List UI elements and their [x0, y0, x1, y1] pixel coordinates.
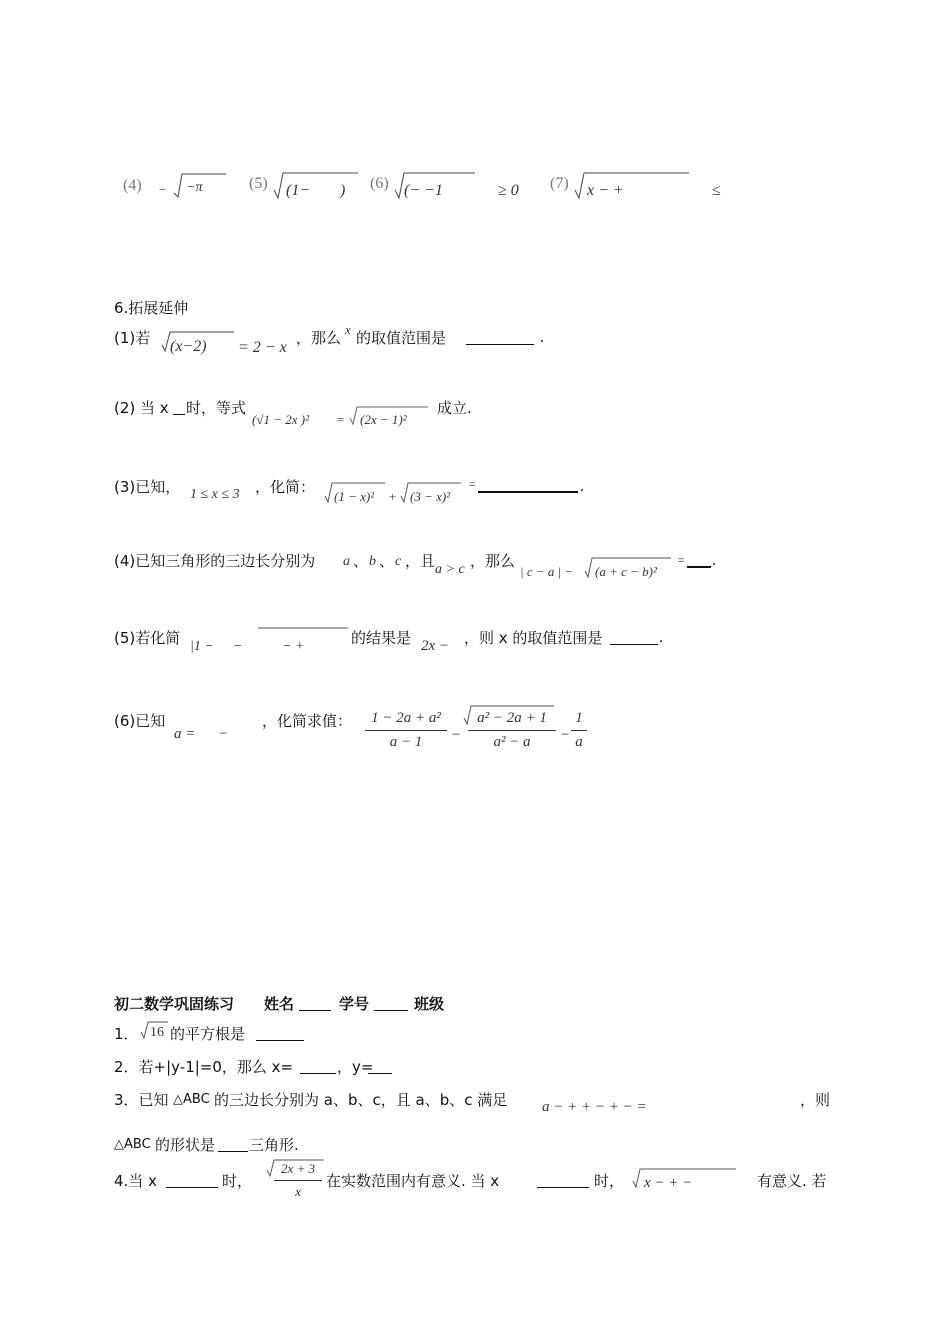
- s6-q4-end: .: [712, 552, 716, 569]
- p3-expr: a − + + − + − =: [542, 1099, 647, 1115]
- s6-q1-end: .: [540, 329, 544, 346]
- p3b-tri: △ABC: [114, 1137, 151, 1152]
- top-item-5-label: (5): [249, 175, 268, 192]
- s6-q3-text1: ，化简：: [255, 478, 316, 496]
- p4-f-den: x: [295, 1184, 301, 1199]
- s6-q6-f1-num: 1 − 2a + a²: [371, 710, 441, 726]
- p4-text1: 时，: [222, 1172, 253, 1190]
- p3-label: 3．已知: [114, 1091, 169, 1109]
- practice-id-blank[interactable]: [374, 996, 408, 1017]
- s6-q6-text1: ，化简求值：: [262, 712, 353, 730]
- p1-rad: 16: [150, 1025, 164, 1040]
- s6-q2-expr-left: (√1 − 2x )²: [252, 412, 309, 427]
- s6-q3-end: .: [580, 478, 584, 495]
- s6-q6-given2: −: [218, 726, 229, 742]
- s6-q3-cond: 1 ≤ x ≤ 3: [190, 487, 240, 502]
- s6-q3-plus: +: [388, 489, 397, 504]
- s6-q6-f2-num: a² − 2a + 1: [477, 710, 547, 726]
- s6-q3-blank[interactable]: [478, 477, 578, 499]
- p4-blank-2[interactable]: [537, 1173, 589, 1194]
- s6-q1-rhs: = 2 − x: [238, 339, 287, 356]
- s6-q5-rad: − +: [282, 639, 305, 654]
- p3b-blank[interactable]: [218, 1137, 248, 1158]
- p2-y-blank[interactable]: [368, 1059, 392, 1080]
- s6-q6-f1-den: a − 1: [389, 734, 423, 750]
- s6-q4-cond: a > c: [435, 562, 465, 577]
- s6-q6-label: (6)已知: [114, 712, 166, 730]
- s6-q6-fraction-3: [571, 710, 587, 751]
- s6-q4-blank[interactable]: [687, 552, 711, 574]
- s6-q1-text2: 的取值范围是: [356, 329, 447, 347]
- p1-blank[interactable]: [256, 1026, 304, 1047]
- s6-q3-label: (3)已知，: [114, 478, 181, 496]
- s6-q5-blank[interactable]: [610, 630, 658, 651]
- s6-q4-sep2: 、: [379, 552, 395, 570]
- s6-q2-expr-right: (2x − 1)²: [360, 412, 407, 427]
- p4-rad: x − + −: [644, 1175, 693, 1191]
- s6-q5-label: (5)若化简: [114, 629, 181, 647]
- top-item-5-close: ): [340, 182, 346, 199]
- p3-end: ，则: [800, 1091, 831, 1109]
- s6-q4-b: b: [369, 554, 376, 569]
- p3-tri: △ABC: [173, 1092, 210, 1107]
- s6-q2-text1: 时，等式: [186, 399, 247, 417]
- s6-q5-text2: ，则 x 的取值范围是: [464, 629, 603, 647]
- p4-blank-1[interactable]: [166, 1173, 218, 1194]
- s6-q1-blank[interactable]: [466, 330, 534, 351]
- s6-q4-eq: =: [677, 553, 686, 567]
- s6-q3-eq: =: [468, 477, 477, 491]
- p2-label: 2．若+|y-1|=0，那么 x=: [114, 1058, 294, 1076]
- s6-q5-radical: [258, 627, 350, 631]
- top-item-4-content: −π: [186, 180, 203, 195]
- top-item-4-minus: −: [158, 182, 167, 197]
- practice-name-label: 姓名: [264, 995, 295, 1013]
- top-item-6-content: (− −1: [404, 182, 443, 199]
- p4-text4: 有意义. 若: [757, 1172, 827, 1190]
- p4-fraction: [274, 1161, 322, 1200]
- s6-q6-f3-num: 1: [575, 710, 583, 726]
- s6-q2-blank[interactable]: [173, 400, 185, 421]
- p2-y-label: ，y=: [337, 1058, 374, 1076]
- s6-q3-r2: (3 − x)²: [410, 489, 451, 504]
- s6-q2-label: (2) 当 x: [114, 399, 169, 417]
- s6-q5-end: .: [659, 629, 663, 646]
- p1-text: 的平方根是: [170, 1025, 246, 1043]
- s6-q5-expr: |1 −: [190, 639, 214, 654]
- s6-q3-r1: (1 − x)²: [334, 489, 375, 504]
- s6-q6-given: a =: [174, 726, 196, 742]
- top-item-7-cond: ≤: [712, 182, 721, 199]
- s6-q6-f2-den: a² − a: [493, 734, 531, 750]
- s6-q1-text1: ，那么: [296, 329, 342, 347]
- s6-q2-eq: =: [336, 412, 345, 427]
- s6-q4-sep1: 、: [353, 552, 369, 570]
- s6-q5-result: 2x −: [421, 638, 450, 654]
- s6-q1-label: (1)若: [114, 329, 151, 347]
- practice-id-label: 学号: [339, 995, 370, 1013]
- practice-name-blank[interactable]: [299, 996, 331, 1017]
- p4-text3: 时，: [594, 1172, 625, 1190]
- top-item-7-content: x − +: [587, 182, 624, 199]
- p3b-text2: 三角形.: [249, 1136, 299, 1154]
- s6-q6-minus2: −: [560, 727, 571, 743]
- p4-label: 4.当 x: [114, 1172, 157, 1190]
- s6-q4-rad: (a + c − b)²: [595, 564, 657, 579]
- s6-q4-label: (4)已知三角形的三边长分别为: [114, 552, 316, 570]
- s6-q6-minus1: −: [451, 727, 462, 743]
- s6-q6-fraction-1: [365, 710, 447, 751]
- s6-q6-f3-den: a: [575, 734, 583, 750]
- section6-title: 6.拓展延伸: [114, 299, 189, 317]
- s6-q1-rad-content: (x−2): [170, 338, 207, 355]
- s6-q5-expr2: −: [233, 639, 243, 654]
- s6-q4-text2: ，那么: [470, 552, 516, 570]
- top-item-6-label: (6): [370, 175, 389, 192]
- s6-q4-expr: | c − a | −: [520, 564, 574, 579]
- s6-q4-a: a: [343, 554, 350, 569]
- practice-title: 初二数学巩固练习: [114, 995, 235, 1013]
- practice-class-label: 班级: [414, 995, 445, 1013]
- p4-text2: 在实数范围内有意义. 当 x: [326, 1172, 500, 1190]
- p4-f-num: 2x + 3: [280, 1161, 316, 1176]
- s6-q4-text1: ，且: [405, 552, 436, 570]
- p3b-text1: 的形状是: [155, 1136, 216, 1154]
- s6-q2-text2: 成立.: [437, 399, 472, 417]
- p1-label: 1．: [114, 1025, 139, 1043]
- top-item-4-label: (4): [123, 177, 142, 194]
- top-item-6-cond: ≥ 0: [498, 182, 519, 199]
- s6-q5-text1: 的结果是: [351, 629, 412, 647]
- s6-q1-var: x: [345, 322, 351, 337]
- top-item-5-content: (1−: [286, 182, 311, 199]
- p2-x-blank[interactable]: [300, 1059, 336, 1080]
- s6-q4-c: c: [395, 554, 402, 569]
- p3-text1: 的三边长分别为 a、b、c，且 a、b、c 满足: [214, 1091, 508, 1109]
- s6-q6-fraction-2: [468, 710, 556, 751]
- top-item-7-label: (7): [550, 175, 569, 192]
